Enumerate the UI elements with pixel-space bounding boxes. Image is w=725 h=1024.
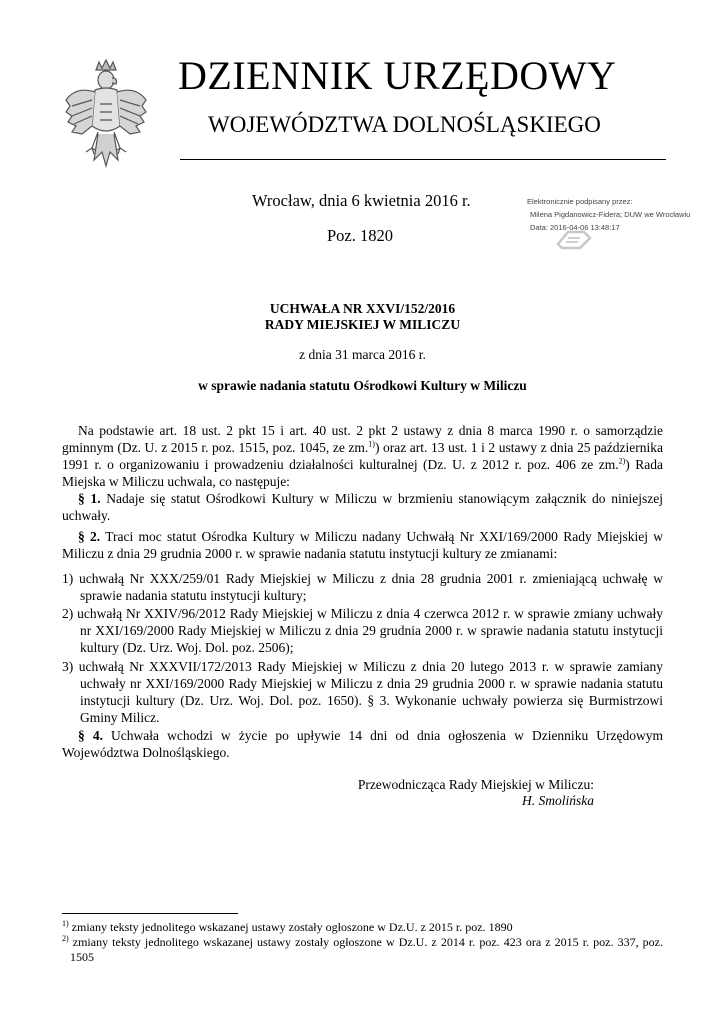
resolution-subject: w sprawie nadania statutu Ośrodkowi Kultury w Miliczu — [198, 378, 527, 393]
resolution-body: RADY MIEJSKIEJ W MILICZU — [264, 317, 461, 332]
section-2-label: § 2. — [78, 529, 101, 544]
footnote-1-ref: 1) — [62, 919, 69, 928]
section-1-text: Nadaje się statut Ośrodkowi Kultury w Miliczu w brzmieniu stanowiącym załącznik do niniejszej uchwały. — [62, 491, 664, 523]
preamble-part-3: ) Rada Miejska w Miliczu uchwala, co następuje: — [62, 457, 664, 489]
polish-eagle-emblem-icon — [62, 56, 150, 172]
footnote-1 — [62, 920, 663, 935]
footnote-divider — [62, 913, 238, 914]
footnote-ref-2[interactable]: 2) — [618, 456, 626, 466]
signature-date: Data: 2016-04-06 13:48:17 — [530, 223, 620, 232]
signature-line-1: Elektronicznie podpisany przez: — [527, 197, 633, 206]
preamble-paragraph — [62, 422, 663, 490]
journal-title: DZIENNIK URZĘDOWY — [178, 53, 617, 98]
section-4-paragraph — [62, 727, 663, 761]
preamble-part-2: ) oraz art. 13 ust. 1 i 2 ustawy z dnia 25 października 1991 r. o organizowaniu i prowadzeniu działalności kulturalnej (Dz. U. z 2012 r. poz. 406 ze zm. — [62, 440, 663, 472]
footnote-2 — [62, 935, 663, 965]
e-signature-mark-icon — [554, 226, 594, 252]
resolution-date: z dnia 31 marca 2016 r. — [299, 347, 426, 362]
footnote-ref-1[interactable]: 1) — [368, 439, 375, 449]
chair-name: H. Smolińska — [522, 793, 594, 808]
journal-subtitle: WOJEWÓDZTWA DOLNOŚLĄSKIEGO — [208, 112, 601, 137]
list-item: 2) uchwałą Nr XXIV/96/2012 Rady Miejskiej w Miliczu z dnia 4 czerwca 2012 r. w sprawie zmiany uchwały nr XXI/169/2000 Rady Miejskiej w Miliczu z dnia 29 grudnia 2000 r. w sprawie nadania statutu instytucji kultury (Dz. Urz. Woj. Dol. poz. 2506); — [62, 606, 663, 655]
footnote-2-text: zmiany teksty jednolitego wskazanej ustawy zostały ogłoszone w Dz.U. z 2014 r. poz. 423 ora z 2015 r. poz. 337, poz. 1505 — [68, 935, 663, 964]
section-1-paragraph — [62, 490, 663, 524]
header-divider — [180, 159, 666, 160]
preamble-part-1: Na podstawie art. 18 ust. 2 pkt 15 i art. 40 ust. 2 pkt 2 ustawy z dnia 8 marca 1990 r. o samorządzie gminnym (Dz. U. z 2015 r. poz. 1515, poz. 1045, ze zm. — [62, 423, 663, 455]
list-item: 1) uchwałą Nr XXX/259/01 Rady Miejskiej w Miliczu z dnia 28 grudnia 2001 r. zmieniającą uchwałę w sprawie nadania statutu instytucji kultury; — [62, 571, 663, 603]
publication-date: Wrocław, dnia 6 kwietnia 2016 r. — [252, 191, 471, 210]
section-2-text: Traci moc statut Ośrodka Kultury w Miliczu nadany Uchwałą Nr XXI/169/2000 Rady Miejskiej w Miliczu z dnia 29 grudnia 2000 r. w sprawie nadania statutu instytucji kultury ze zmianami: — [62, 529, 663, 561]
section-4-label: § 4. — [78, 728, 103, 743]
footnote-1-text: zmiany teksty jednolitego wskazanej ustawy zostały ogłoszone w Dz.U. z 2015 r. poz. 1890 — [68, 920, 513, 934]
position-number: Poz. 1820 — [327, 226, 393, 245]
chair-role: Przewodnicząca Rady Miejskiej w Miliczu: — [357, 777, 594, 792]
resolution-number: UCHWAŁA NR XXVI/152/2016 — [269, 301, 456, 316]
footnote-2-ref: 2) — [62, 934, 69, 943]
list-item: 3) uchwałą Nr XXXVII/172/2013 Rady Miejskiej w Miliczu z dnia 20 lutego 2013 r. w sprawie zamiany uchwały nr XXI/169/2000 Rady Miejskiej w Miliczu z dnia 29 grudnia 2000 r. w sprawie nadania statutu instytucji kultury (Dz. Urz. Woj. Dol. poz. 1650). § 3. Wykonanie uchwały powierza się Burmistrzowi Gminy Milicz. — [62, 659, 663, 725]
section-1-label: § 1. — [78, 491, 101, 506]
signature-signer: Milena Pigdanowicz-Fidera; DUW we Wrocławiu — [530, 210, 691, 219]
section-4-text: Uchwała wchodzi w życie po upływie 14 dni od dnia ogłoszenia w Dzienniku Urzędowym Województwa Dolnośląskiego. — [62, 728, 663, 760]
section-2-paragraph — [62, 528, 663, 562]
